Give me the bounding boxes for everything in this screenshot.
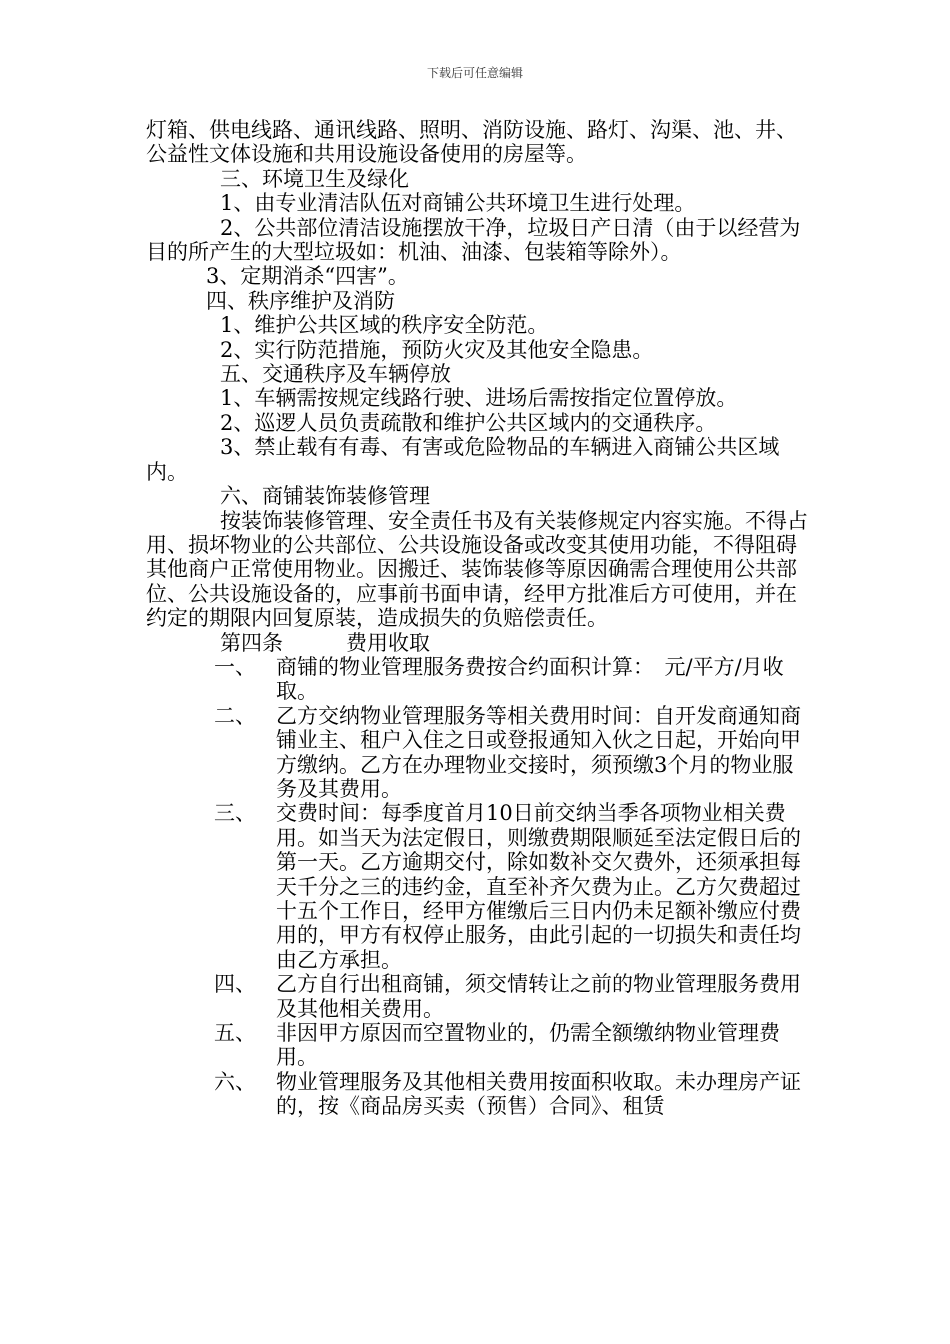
list-item (146, 655, 808, 704)
list-item (146, 1021, 808, 1070)
list-item-number: 三、 (214, 801, 256, 826)
list-item-number: 五、 (214, 1021, 256, 1046)
paragraph: 2、实行防范措施，预防火灾及其他安全隐患。 (220, 337, 654, 362)
paragraph: 2、巡逻人员负责疏散和维护公共区域内的交通秩序。 (220, 410, 717, 435)
section-heading: 五、交通秩序及车辆停放 (220, 362, 451, 387)
list-item-text: 商铺的物业管理服务费按合约面积计算： 元/平方/月收取。 (276, 654, 784, 704)
paragraph: 3、禁止载有有毒、有害或危险物品的车辆进入商铺公共区域内。 (146, 435, 780, 484)
document-body (146, 118, 808, 1119)
list-item (146, 801, 808, 972)
paragraph: 按装饰装修管理、安全责任书及有关装修规定内容实施。不得占用、损坏物业的公共部位、公共设施设备或改变其使用功能，不得阻碍其他商户正常使用物业。因搬迁、装饰装修等原因确需合理使用公共部位、公共设施设备的，应事前书面申请，经甲方批准后方可使用，并在约定的期限内回复原装，造成损失的负赔偿责任。 (146, 508, 808, 631)
list-item (146, 1070, 808, 1119)
paragraph: 1、维护公共区域的秩序安全防范。 (220, 313, 549, 338)
section-heading: 三、环境卫生及绿化 (220, 166, 409, 191)
list-item (146, 704, 808, 802)
list-item-number: 四、 (214, 972, 256, 997)
page-header: 下载后可任意编辑 (426, 66, 523, 80)
list-item-text: 非因甲方原因而空置物业的，仍需全额缴纳物业管理费用。 (276, 1021, 780, 1070)
list-item-text: 乙方交纳物业管理服务等相关费用时间：自开发商通知商铺业主、租户入住之日或登报通知入伙之日起，开始向甲方缴纳。乙方在办理物业交接时，须预缴3个月的物业服务及其费用。 (276, 703, 801, 801)
list-item-text: 乙方自行出租商铺，须交情转让之前的物业管理服务费用及其他相关费用。 (276, 972, 801, 1021)
section-heading: 六、商铺装饰装修管理 (220, 484, 430, 509)
list-item-text: 物业管理服务及其他相关费用按面积收取。未办理房产证的，按《商品房买卖（预售）合同》、租赁 (276, 1069, 801, 1119)
list-item (146, 972, 808, 1021)
paragraph: 2、公共部位清洁设施摆放干净，垃圾日产日清（由于以经营为目的所产生的大型垃圾如：机油、油漆、包装箱等除外）。 (146, 215, 801, 265)
paragraph: 灯箱、供电线路、通讯线路、照明、消防设施、路灯、沟渠、池、井、公益性文体设施和共用设施设备使用的房屋等。 (146, 118, 797, 167)
section-heading: 四、秩序维护及消防 (206, 288, 395, 313)
list-item-text: 交费时间：每季度首月10日前交纳当季各项物业相关费用。如当天为法定假日，则缴费期限顺延至法定假日后的第一天。乙方逾期交付，除如数补交欠费外，还须承担每天千分之三的违约金，直至补齐欠费为止。乙方欠费超过十五个工作日，经甲方催缴后三日内仍未足额补缴应付费用的，甲方有权停止服务，由此引起的一切损失和责任均由乙方承担。 (276, 801, 801, 972)
paragraph: 1、由专业清洁队伍对商铺公共环境卫生进行处理。 (220, 191, 696, 216)
list-item-number: 一、 (214, 654, 256, 679)
article-heading: 第四条 费用收取 (220, 630, 430, 655)
list-item-number: 二、 (214, 703, 256, 728)
paragraph: 3、定期消杀“四害”。 (206, 264, 409, 289)
paragraph: 1、车辆需按规定线路行驶、进场后需按指定位置停放。 (220, 386, 738, 411)
list-item-number: 六、 (214, 1069, 256, 1094)
